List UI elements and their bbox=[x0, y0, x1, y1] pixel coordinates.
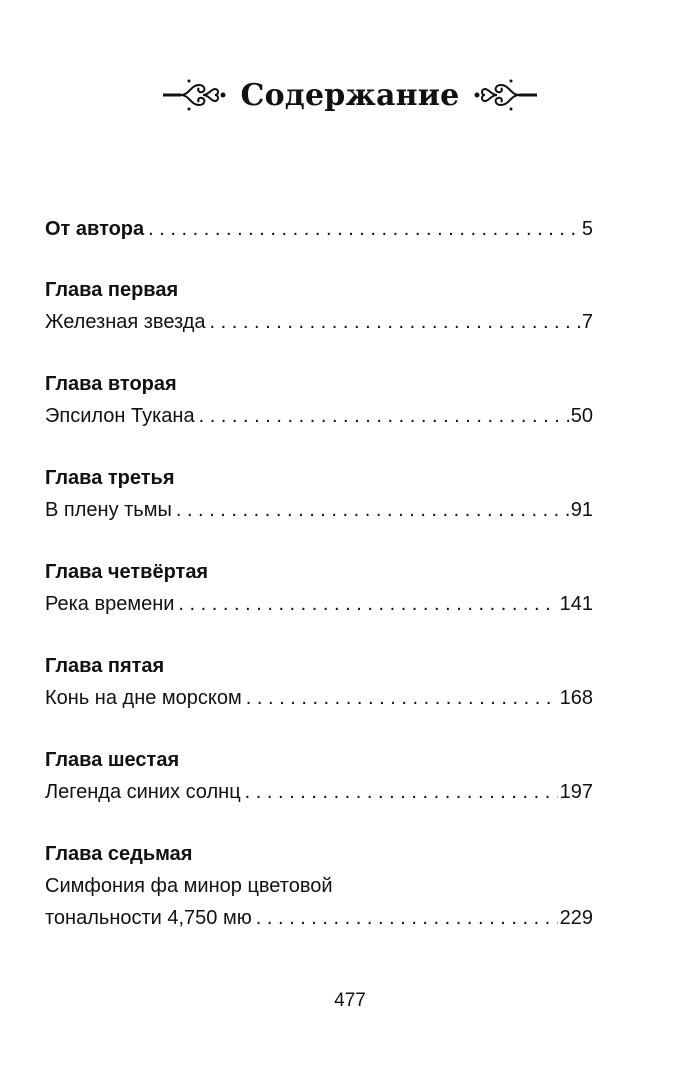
chapter-label: Глава седьмая bbox=[45, 843, 193, 865]
dot-leader bbox=[176, 494, 569, 526]
dot-leader bbox=[148, 213, 580, 245]
chapter-title: Легенда синих солнц bbox=[45, 781, 241, 803]
page-number: 7 bbox=[581, 311, 593, 333]
chapter-label: Глава пятая bbox=[45, 655, 165, 677]
page-number: 5 bbox=[581, 218, 593, 240]
toc-row bbox=[45, 682, 593, 714]
toc-row bbox=[45, 776, 593, 808]
toc-entry-chapter-3 bbox=[45, 462, 593, 526]
page-number: 50 bbox=[570, 405, 593, 427]
chapter-title: Железная звезда bbox=[45, 311, 206, 333]
toc-entry-chapter-4 bbox=[45, 556, 593, 620]
toc-row bbox=[45, 494, 593, 526]
flourish-left-icon bbox=[159, 75, 231, 115]
dot-leader bbox=[245, 776, 558, 808]
toc-entry-intro bbox=[45, 213, 593, 245]
entry-title: От автора bbox=[45, 218, 145, 240]
flourish-right-icon bbox=[469, 75, 541, 115]
dot-leader bbox=[256, 902, 558, 934]
chapter-label: Глава первая bbox=[45, 279, 179, 301]
toc-heading bbox=[0, 70, 700, 120]
toc-row bbox=[45, 306, 593, 338]
toc-entry-chapter-5 bbox=[45, 650, 593, 714]
page-number: 197 bbox=[559, 781, 593, 803]
dot-leader bbox=[178, 588, 557, 620]
chapter-label: Глава четвёртая bbox=[45, 561, 209, 583]
chapter-label: Глава третья bbox=[45, 467, 175, 489]
chapter-title: Конь на дне морском bbox=[45, 687, 242, 709]
chapter-title: В плену тьмы bbox=[45, 499, 172, 521]
chapter-title-line-1: Симфония фа минор цветовой bbox=[45, 875, 333, 897]
dot-leader bbox=[199, 400, 569, 432]
toc-entry-chapter-6 bbox=[45, 744, 593, 808]
toc-entry-chapter-7 bbox=[45, 838, 593, 934]
page-number: 229 bbox=[559, 907, 593, 929]
dot-leader bbox=[246, 682, 558, 714]
chapter-title: Река времени bbox=[45, 593, 175, 615]
chapter-title-line-2: тональности 4,750 мю bbox=[45, 907, 252, 929]
chapter-label: Глава вторая bbox=[45, 373, 177, 395]
toc-row bbox=[45, 213, 593, 245]
chapter-title: Эпсилон Тукана bbox=[45, 405, 195, 427]
page-number: 91 bbox=[570, 499, 593, 521]
page-title: Содержание bbox=[240, 77, 460, 113]
page-number: 141 bbox=[559, 593, 593, 615]
page-number: 168 bbox=[559, 687, 593, 709]
toc-row bbox=[45, 902, 593, 934]
page-folio: 477 bbox=[334, 990, 366, 1011]
toc-row bbox=[45, 400, 593, 432]
dot-leader bbox=[210, 306, 580, 338]
toc-row bbox=[45, 588, 593, 620]
toc-entry-chapter-2 bbox=[45, 368, 593, 432]
toc-entry-chapter-1 bbox=[45, 274, 593, 338]
chapter-label: Глава шестая bbox=[45, 749, 180, 771]
